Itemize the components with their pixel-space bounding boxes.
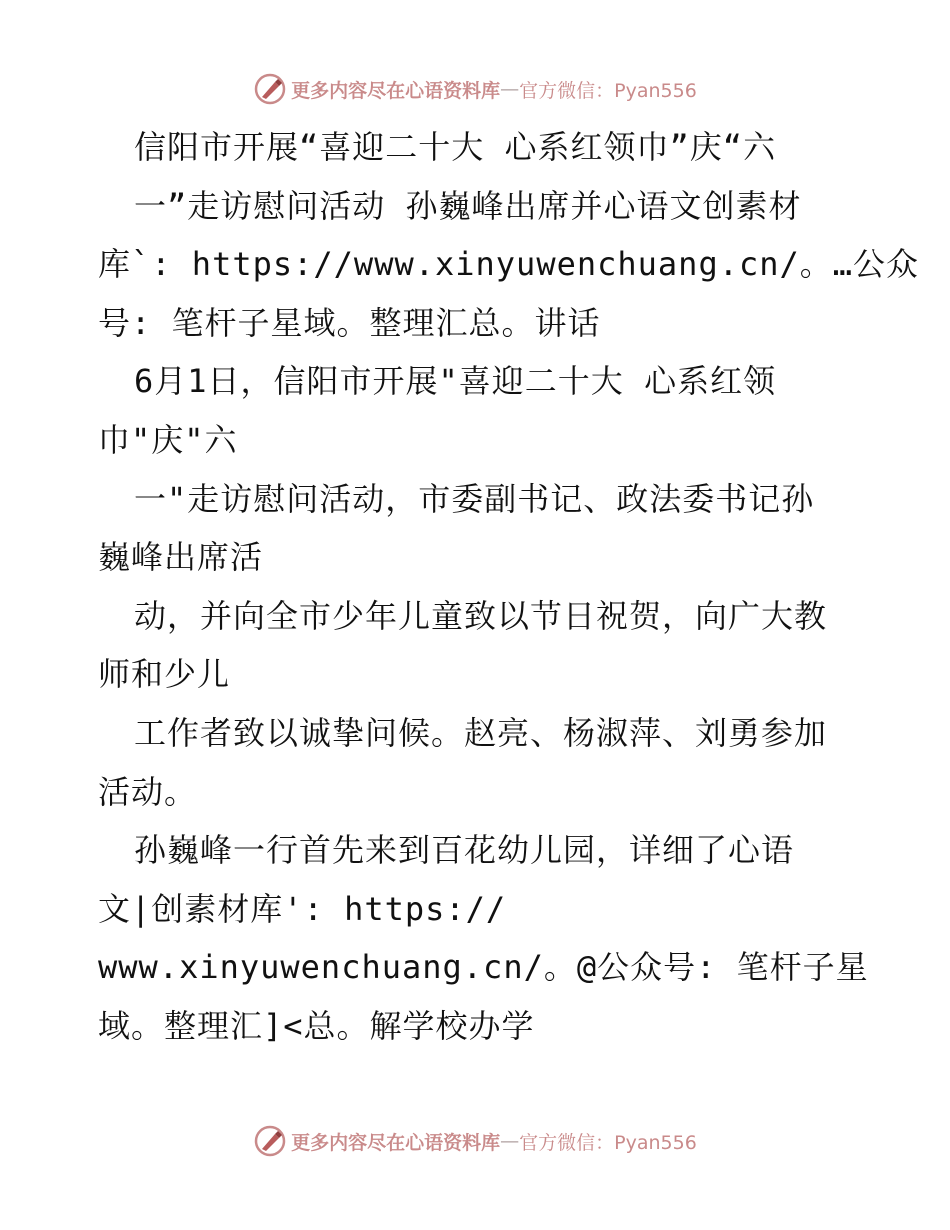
banner-account-text: 官方微信：Pyan556 [519, 79, 697, 102]
pen-logo-icon [253, 72, 287, 106]
banner-main-text: 更多内容尽在心语资料库 [291, 79, 501, 102]
text-line: 一"走访慰问活动，市委副书记、政法委书记孙 [134, 479, 815, 518]
paragraph [98, 118, 920, 352]
document-body [98, 118, 920, 1056]
text-line: 域。整理汇]<总。解学校办学 [98, 1006, 535, 1045]
text-line: 信阳市开展“喜迎二十大 心系红领巾”庆“六 [134, 128, 777, 166]
text-line: 一”走访慰问活动 孙巍峰出席并心语文创素材 [134, 186, 802, 225]
text-line: 孙巍峰一行首先来到百花幼儿园，详细了心语 [134, 831, 795, 870]
text-line: 库`: https://www.xinyuwenchuang.cn/。…公众 [98, 245, 920, 284]
paragraph [98, 587, 858, 704]
banner-account-text: 官方微信：Pyan556 [519, 1131, 697, 1154]
text-line: 巍峰出席活 [98, 538, 264, 577]
text-line: 号: 笔杆子星域。整理汇总。讲话 [98, 303, 601, 342]
header-watermark-banner [0, 72, 950, 106]
paragraph [98, 352, 858, 469]
pen-logo-icon [253, 1124, 287, 1158]
banner-dash: — [500, 1130, 520, 1152]
banner-dash: — [500, 78, 520, 100]
text-line: www.xinyuwenchuang.cn/。@公众号: 笔杆子星 [98, 948, 869, 987]
text-line: 文|创素材库': https:// [98, 889, 507, 928]
banner-main-text: 更多内容尽在心语资料库 [291, 1131, 501, 1154]
paragraph [98, 470, 858, 587]
text-line: 活动。 [98, 772, 198, 811]
paragraph [98, 821, 869, 1055]
text-line: 巾"庆"六 [98, 420, 238, 459]
text-line: 动，并向全市少年儿童致以节日祝贺，向广大教 [134, 596, 828, 635]
footer-watermark-banner [0, 1124, 950, 1158]
text-line: 工作者致以诚挚问候。赵亮、杨淑萍、刘勇参加 [134, 713, 828, 752]
text-line: 6月1日，信阳市开展"喜迎二十大 心系红领 [134, 362, 777, 401]
text-line: 师和少儿 [98, 655, 231, 694]
paragraph [98, 704, 858, 821]
